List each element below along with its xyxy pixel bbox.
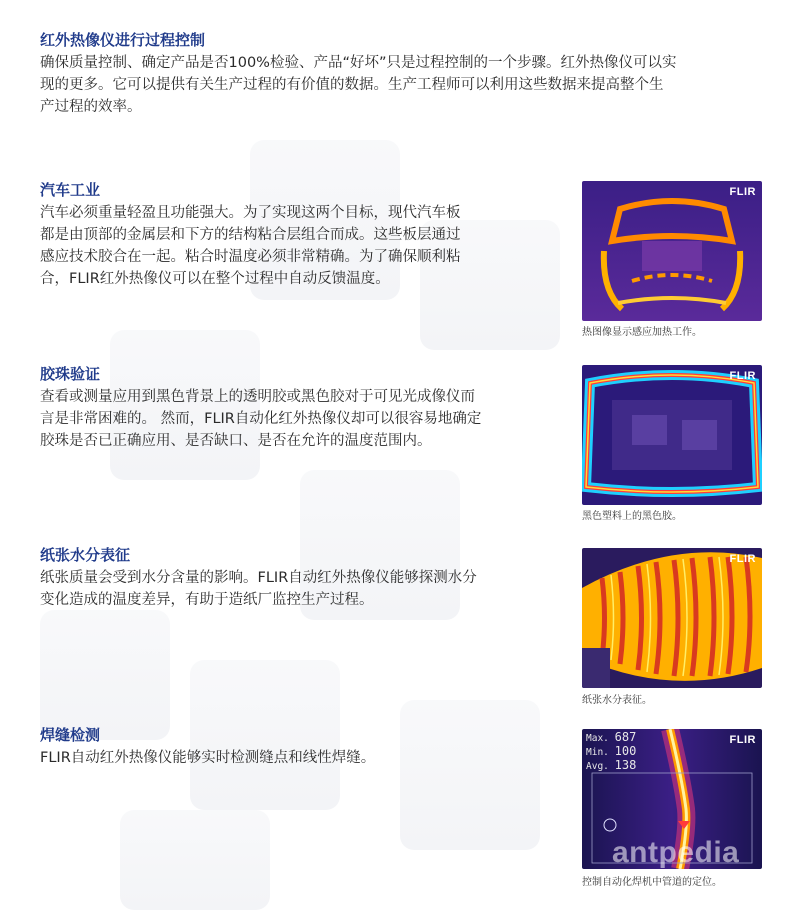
paragraph-line: 纸张质量会受到水分含量的影响。FLIR自动红外热像仪能够探测水分 — [40, 570, 477, 586]
readout-avg-value: 138 — [614, 758, 637, 772]
thermal-image-car-panel — [582, 181, 762, 321]
background-tile — [400, 700, 540, 850]
intro-line: 现的更多。它可以提供有关生产过程的有价值的数据。生产工程师可以利用这些数据来提高整个生 — [40, 77, 664, 93]
section-heading-bead: 胶珠验证 — [40, 365, 101, 383]
paragraph-line: FLIR自动红外热像仪能够实时检测缝点和线性焊缝。 — [40, 750, 376, 766]
flir-logo: FLIR — [729, 370, 756, 382]
readout-max-value: 687 — [614, 730, 637, 744]
flir-logo: FLIR — [729, 734, 756, 746]
thermal-image-paper-roll — [582, 548, 762, 688]
antpedia-watermark: antpedia — [612, 836, 740, 869]
flir-logo: FLIR — [729, 553, 756, 565]
intro-paragraph — [40, 52, 770, 118]
background-tile — [190, 660, 340, 810]
caption-bead: 黑色塑料上的黑色胶。 — [582, 511, 682, 522]
flir-logo: FLIR — [729, 186, 756, 198]
paragraph-line: 汽车必须重量轻盈且功能强大。为了实现这两个目标，现代汽车板 — [40, 205, 461, 221]
readout-max — [586, 731, 636, 745]
readout-min-label: Min. — [586, 747, 609, 758]
thermal-image-glue-bead — [582, 365, 762, 505]
readout-avg — [586, 759, 636, 773]
caption-paper: 纸张水分表征。 — [582, 695, 652, 706]
paragraph-line: 言是非常困难的。 然而，FLIR自动化红外热像仪却可以很容易地确定 — [40, 411, 482, 427]
caption-automotive: 热图像显示感应加热工作。 — [582, 327, 702, 338]
paragraph-line: 都是由顶部的金属层和下方的结构粘合层组合而成。这些板层通过 — [40, 227, 461, 243]
background-tile — [40, 610, 170, 740]
caption-weld: 控制自动化焊机中管道的定位。 — [582, 877, 722, 888]
intro-line: 确保质量控制、确定产品是否100%检验、产品“好坏”只是过程控制的一个步骤。红外热像仪可以实 — [40, 55, 677, 71]
readout-max-label: Max. — [586, 733, 609, 744]
readout-min-value: 100 — [614, 744, 637, 758]
section-paragraph-automotive — [40, 202, 461, 290]
paragraph-line: 变化造成的温度差异，有助于造纸厂监控生产过程。 — [40, 592, 374, 608]
section-heading-weld: 焊缝检测 — [40, 726, 101, 744]
intro-line: 产过程的效率。 — [40, 99, 142, 115]
section-paragraph-bead — [40, 386, 481, 452]
section-heading-paper: 纸张水分表征 — [40, 546, 131, 564]
section-paragraph-weld — [40, 747, 375, 769]
section-heading-automotive: 汽车工业 — [40, 181, 101, 199]
section-paragraph-paper — [40, 567, 477, 611]
paragraph-line: 胶珠是否已正确应用、是否缺口、是否在允许的温度范围内。 — [40, 433, 432, 449]
paragraph-line: 合，FLIR红外热像仪可以在整个过程中自动反馈温度。 — [40, 271, 390, 287]
paragraph-line: 感应技术胶合在一起。粘合时温度必须非常精确。为了确保顺利粘 — [40, 249, 461, 265]
readout-avg-label: Avg. — [586, 761, 609, 772]
temperature-readout — [586, 731, 636, 773]
paragraph-line: 查看或测量应用到黑色背景上的透明胶或黑色胶对于可见光成像仪而 — [40, 389, 475, 405]
readout-min — [586, 745, 636, 759]
background-tile — [120, 810, 270, 910]
intro-heading: 红外热像仪进行过程控制 — [40, 31, 206, 49]
